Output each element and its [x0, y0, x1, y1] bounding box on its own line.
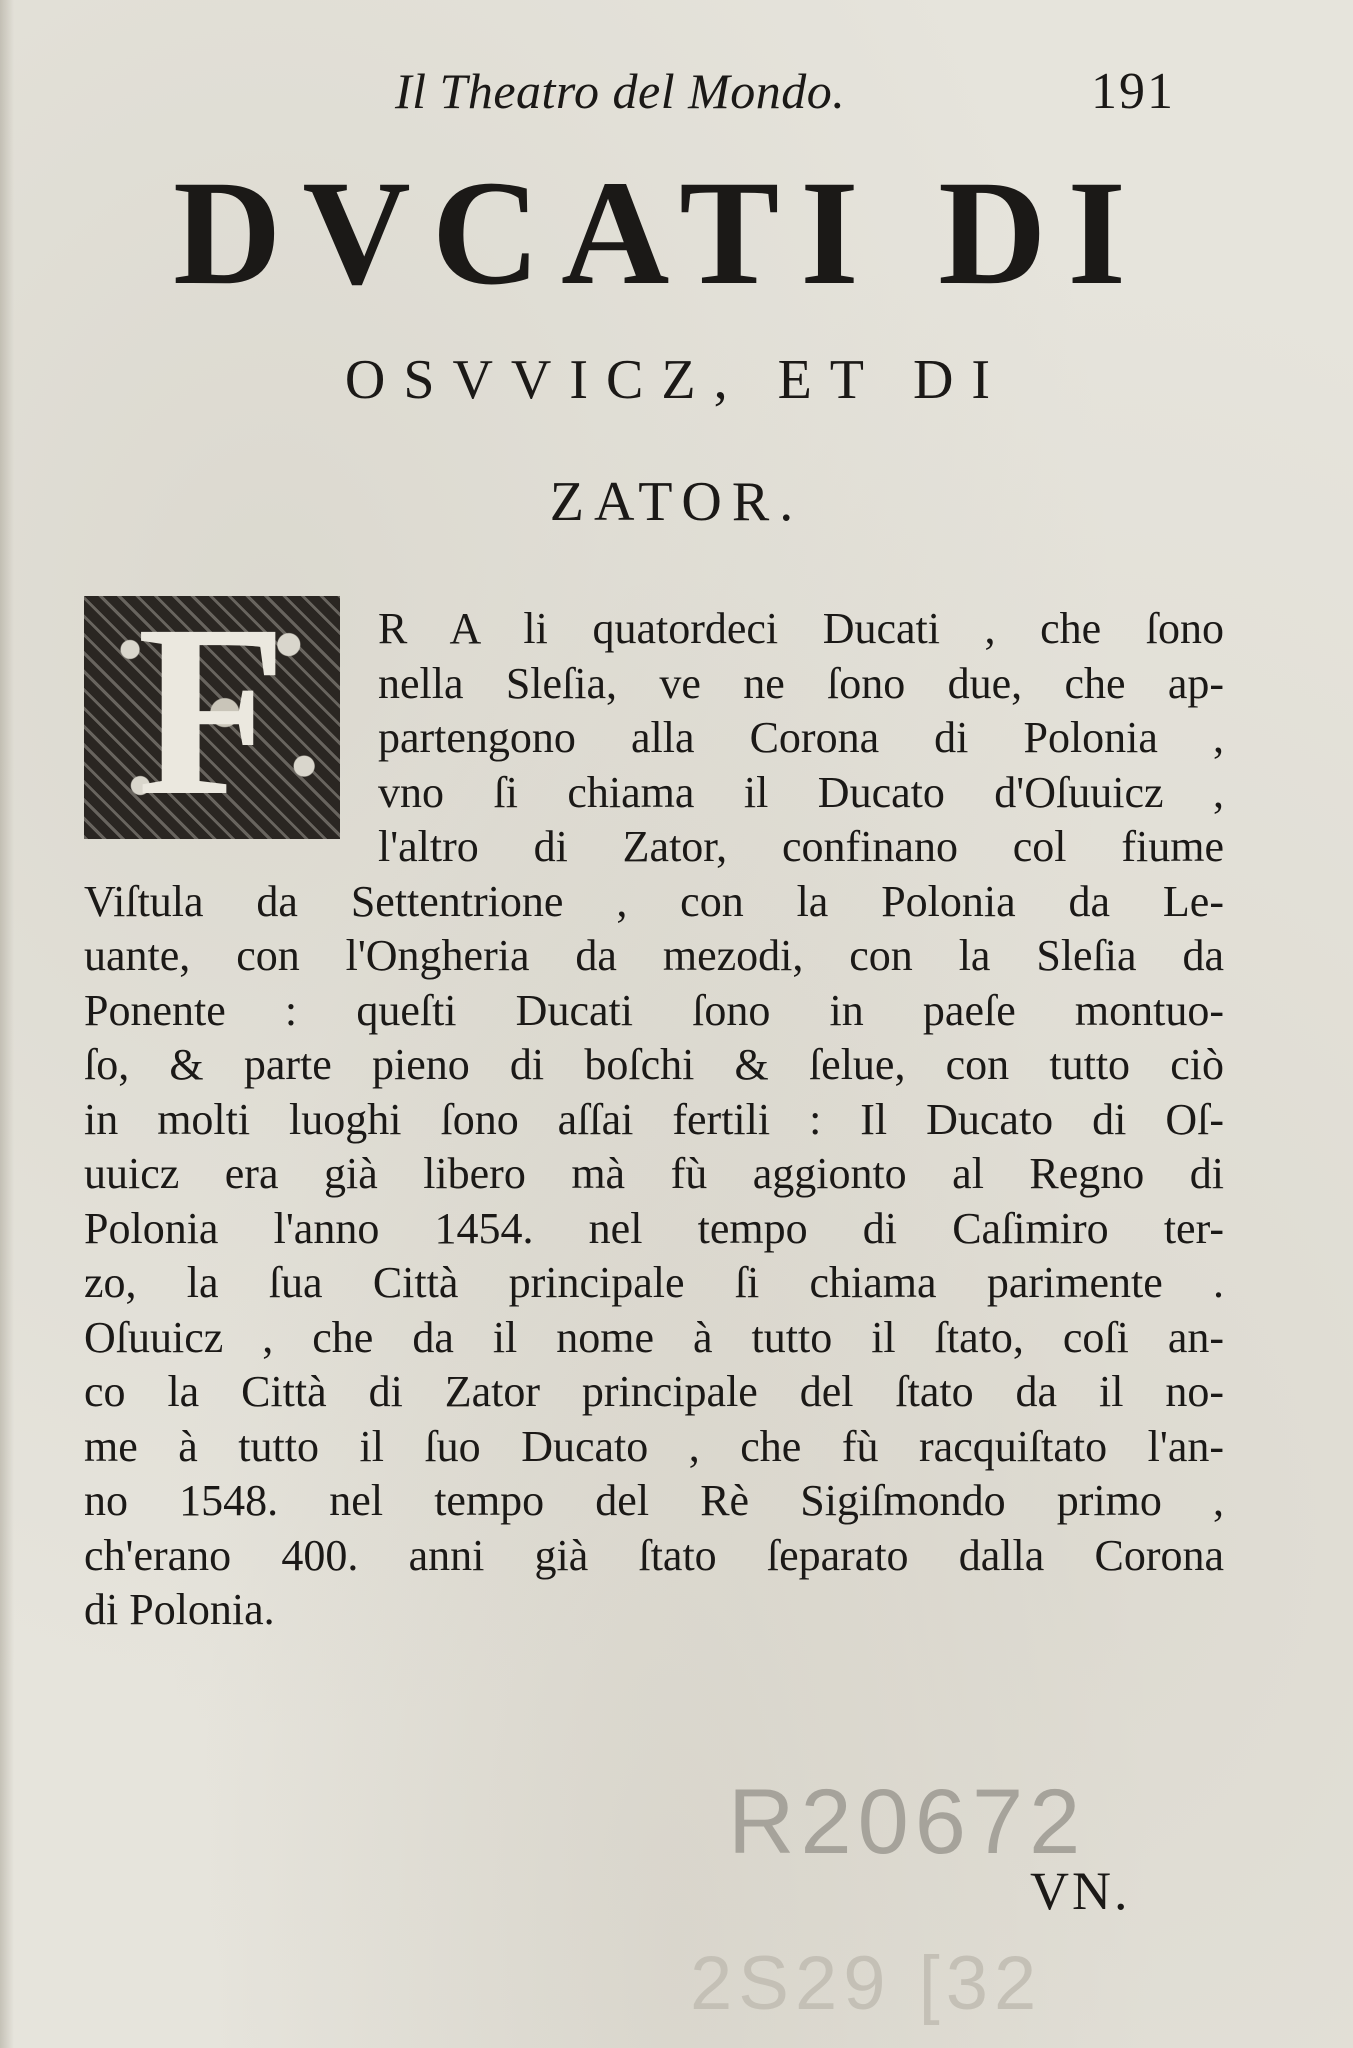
body-line: di Polonia. [84, 1585, 275, 1634]
pencil-catalog-number: R20672 [728, 1771, 1087, 1873]
body-line: uuicz era già libero mà fù aggionto al Regno di [84, 1149, 1224, 1198]
chapter-title-line-3: ZATOR. [549, 471, 804, 533]
pencil-faint-annotation: 2S29 [32 [690, 1941, 1043, 2026]
body-line: in molti luoghi ſono aſſai fertili : Il Ducato di Oſ- [84, 1094, 1224, 1144]
body-line: co la Città di Zator principale del ſtato da il no- [84, 1367, 1224, 1416]
body-line: ch'erano 400. anni già ſtato ſeparato dalla Corona [84, 1530, 1224, 1580]
page-edge-shadow [0, 0, 14, 2048]
body-paragraph [84, 602, 1224, 1638]
page-number: 191 [1091, 63, 1175, 120]
body-line: R A li quatordeci Ducati , che ſono [378, 604, 1224, 653]
body-line: zo, la ſua Città principale ſi chiama parimente . [84, 1258, 1224, 1307]
running-title: Il Theatro del Mondo. [395, 63, 846, 119]
catchword: VN. [1030, 1861, 1131, 1921]
body-line: uante, con l'Ongheria da mezodi, con la Sleſia da [84, 931, 1224, 980]
body-line: vno ſi chiama il Ducato d'Oſuuicz , [378, 767, 1224, 817]
body-line: Ponente : queſti Ducati ſono in paeſe montuo- [84, 985, 1224, 1035]
running-head [395, 62, 1175, 132]
body-line: Viſtula da Settentrione , con la Polonia da Le- [84, 876, 1224, 926]
body-line: Polonia l'anno 1454. nel tempo di Caſimiro ter- [84, 1203, 1224, 1253]
chapter-title-line-2: OSVVICZ, ET DI [344, 349, 1009, 411]
body-line: Oſuuicz , che da il nome à tutto il ſtato, coſi an- [84, 1312, 1224, 1362]
body-line: nella Sleſia, ve ne ſono due, che ap- [378, 658, 1224, 708]
body-line: no 1548. nel tempo del Rè Sigiſmondo primo , [84, 1476, 1224, 1525]
body-line: l'altro di Zator, confinano col fiume [378, 822, 1224, 871]
chapter-title-line-1: DVCATI DI [173, 150, 1147, 316]
body-line: partengono alla Corona di Polonia , [378, 713, 1224, 762]
body-line: me à tutto il ſuo Ducato , che fù racquiſtato l'an- [84, 1421, 1224, 1471]
body-line: ſo, & parte pieno di boſchi & ſelue, con tutto ciò [84, 1040, 1224, 1089]
drop-cap-letter: F [136, 575, 288, 847]
